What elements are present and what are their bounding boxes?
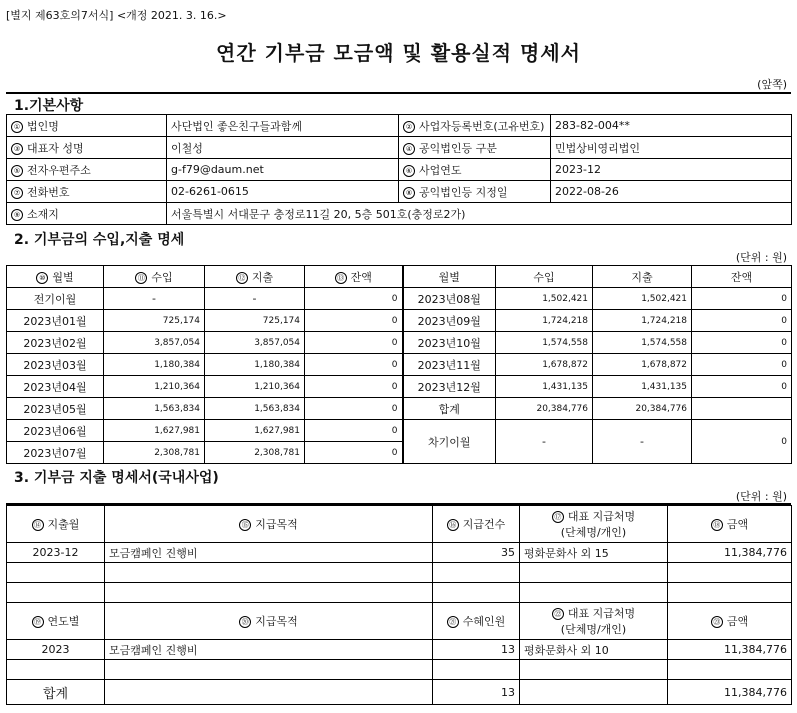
field-value: 이철성: [167, 137, 399, 159]
item-number-badge: ㉑: [447, 616, 459, 628]
month-cell: 2023년06월: [7, 420, 104, 442]
item-number-badge: ⑲: [32, 616, 44, 628]
field-label-label: 소재지: [27, 207, 59, 221]
column-header: [668, 603, 792, 640]
empty-cell: [105, 680, 433, 705]
item-number-badge: ⑨: [11, 209, 23, 221]
field-label: [399, 115, 551, 137]
empty-cell: [7, 563, 105, 583]
item-number-badge: ㉒: [552, 608, 564, 620]
column-header: [205, 266, 305, 288]
column-header-label: 수혜인원: [462, 615, 506, 628]
section3-title: 3. 기부금 지출 명세서(국내사업): [14, 470, 219, 486]
column-header: [7, 603, 105, 640]
empty-cell: [433, 563, 520, 583]
field-value: g-f79@daum.net: [167, 159, 399, 181]
item-number-badge: ④: [403, 143, 415, 155]
expenditure-blank-row: [7, 563, 792, 583]
income-expense-row: [7, 288, 792, 310]
total-amount: 11,384,776: [668, 680, 792, 705]
income-expense-row: [7, 420, 792, 442]
expenditure-row: [7, 640, 792, 660]
empty-cell: [7, 660, 105, 680]
field-label-label: 전자우편주소: [27, 163, 91, 177]
expense-cell: 1,431,135: [593, 376, 692, 398]
balance-cell: [692, 398, 792, 420]
count-cell: 13: [433, 640, 520, 660]
field-value: 사단법인 좋은친구들과함께: [167, 115, 399, 137]
expenditure-total-row: [7, 680, 792, 705]
column-header-label: 연도별: [47, 615, 80, 628]
item-number-badge: ⑪: [135, 272, 147, 284]
item-number-badge: ⑩: [36, 272, 48, 284]
item-number-badge: ⑯: [447, 519, 459, 531]
column-header: 수입: [496, 266, 593, 288]
field-label-label: 대표자 성명: [27, 141, 84, 155]
item-number-badge: ⑱: [711, 519, 723, 531]
basic-info-table: [6, 114, 792, 225]
column-header: [520, 603, 668, 640]
month-cell: 2023년01월: [7, 310, 104, 332]
empty-cell: [520, 680, 668, 705]
section2-title: 2. 기부금의 수입,지출 명세: [14, 232, 185, 248]
balance-cell: 0: [692, 354, 792, 376]
balance-cell: 0: [305, 310, 403, 332]
column-header: [305, 266, 403, 288]
income-cell: 1,502,421: [496, 288, 593, 310]
expense-cell: 1,180,384: [205, 354, 305, 376]
empty-cell: [433, 583, 520, 603]
income-cell: 1,678,872: [496, 354, 593, 376]
column-header-label: 지급목적: [255, 518, 298, 531]
item-number-badge: ⑫: [236, 272, 248, 284]
column-header-label: 지출월: [47, 518, 80, 531]
income-cell: 1,627,981: [104, 420, 205, 442]
income-cell: 1,431,135: [496, 376, 593, 398]
field-label: [399, 137, 551, 159]
empty-cell: [7, 583, 105, 603]
recipient-cell: 평화문화사 외 10: [520, 640, 668, 660]
field-label-label: 사업자등록번호(고유번호): [419, 119, 545, 133]
column-header-label: 월별: [52, 270, 74, 284]
empty-cell: [520, 583, 668, 603]
field-label: [7, 159, 167, 181]
column-header: [104, 266, 205, 288]
field-label-label: 공익법인등 구분: [419, 141, 497, 155]
item-number-badge: ⑦: [11, 187, 23, 199]
column-header-sublabel: (단체명/개인): [560, 526, 627, 539]
income-expense-rows: [7, 266, 792, 464]
section1-top-rule: [6, 92, 791, 94]
income-cell: 20,384,776: [496, 398, 593, 420]
expense-cell: -: [593, 420, 692, 464]
expense-cell: 1,724,218: [593, 310, 692, 332]
income-expense-row: [7, 354, 792, 376]
empty-cell: [433, 660, 520, 680]
total-label: 합계: [7, 680, 105, 705]
balance-cell: 0: [305, 420, 403, 442]
expense-cell: -: [205, 288, 305, 310]
month-cell: 2023년07월: [7, 442, 104, 464]
month-cell: 2023년04월: [7, 376, 104, 398]
expense-cell: 1,210,364: [205, 376, 305, 398]
empty-cell: [668, 563, 792, 583]
expense-cell: 1,574,558: [593, 332, 692, 354]
field-value: 민법상비영리법인: [551, 137, 792, 159]
basic-info-row: [7, 159, 792, 181]
field-label: [7, 137, 167, 159]
balance-cell: 0: [305, 288, 403, 310]
column-header: 월별: [403, 266, 496, 288]
field-value: 서울특별시 서대문구 충정로11길 20, 5층 501호(충정로2가): [167, 203, 792, 225]
income-expense-row: [7, 332, 792, 354]
item-number-badge: ①: [11, 121, 23, 133]
field-label-label: 공익법인등 지정일: [419, 185, 508, 199]
column-header-label: 수입: [151, 270, 173, 284]
month-cell: 2023년02월: [7, 332, 104, 354]
expenditure-blank-row: [7, 583, 792, 603]
expense-cell: 20,384,776: [593, 398, 692, 420]
count-cell: 35: [433, 543, 520, 563]
purpose-cell: 모금캠페인 진행비: [105, 543, 433, 563]
expense-cell: 2,308,781: [205, 442, 305, 464]
column-header-label: 금액: [726, 615, 749, 628]
column-header: [668, 506, 792, 543]
month-cell: 2023년10월: [403, 332, 496, 354]
empty-cell: [105, 583, 433, 603]
column-header-label: 지급목적: [255, 615, 298, 628]
balance-cell: 0: [692, 310, 792, 332]
column-header: [433, 506, 520, 543]
column-header: 지출: [593, 266, 692, 288]
field-label: [7, 203, 167, 225]
form-number: [별지 제63호의7서식] <개정 2021. 3. 16.>: [6, 9, 227, 22]
empty-cell: [668, 660, 792, 680]
basic-info-row: [7, 115, 792, 137]
expense-cell: 1,627,981: [205, 420, 305, 442]
amount-cell: 11,384,776: [668, 543, 792, 563]
column-header: [7, 266, 104, 288]
income-cell: 1,180,384: [104, 354, 205, 376]
basic-info-row: [7, 137, 792, 159]
expense-cell: 725,174: [205, 310, 305, 332]
field-label-label: 법인명: [27, 119, 59, 133]
expense-cell: 1,563,834: [205, 398, 305, 420]
balance-cell: 0: [305, 442, 403, 464]
income-cell: 1,574,558: [496, 332, 593, 354]
period-cell: 2023-12: [7, 543, 105, 563]
month-cell: 2023년05월: [7, 398, 104, 420]
document-title: 연간 기부금 모금액 및 활용실적 명세서: [216, 41, 581, 65]
empty-cell: [105, 563, 433, 583]
income-cell: 3,857,054: [104, 332, 205, 354]
field-label: [399, 181, 551, 203]
balance-cell: 0: [692, 332, 792, 354]
income-cell: 1,210,364: [104, 376, 205, 398]
item-number-badge: ⑬: [335, 272, 347, 284]
balance-cell: 0: [692, 420, 792, 464]
field-value: 02-6261-0615: [167, 181, 399, 203]
field-label: [7, 181, 167, 203]
month-cell: 2023년12월: [403, 376, 496, 398]
column-header-label: 지급건수: [462, 518, 506, 531]
basic-info-row: [7, 181, 792, 203]
month-cell: 2023년08월: [403, 288, 496, 310]
income-cell: -: [496, 420, 593, 464]
income-expense-row: [7, 376, 792, 398]
item-number-badge: ㉓: [711, 616, 723, 628]
period-cell: 2023: [7, 640, 105, 660]
income-cell: 2,308,781: [104, 442, 205, 464]
amount-cell: 11,384,776: [668, 640, 792, 660]
expense-cell: 1,502,421: [593, 288, 692, 310]
total-count: 13: [433, 680, 520, 705]
field-label: [7, 115, 167, 137]
column-header: 잔액: [692, 266, 792, 288]
item-number-badge: ②: [403, 121, 415, 133]
expenditure-table: [6, 505, 792, 705]
empty-cell: [105, 660, 433, 680]
balance-cell: 0: [305, 332, 403, 354]
empty-cell: [520, 660, 668, 680]
month-cell: 차기이월: [403, 420, 496, 464]
field-label: [399, 159, 551, 181]
item-number-badge: ⑧: [403, 187, 415, 199]
page-side-label: (앞쪽): [757, 78, 787, 91]
column-header-sublabel: (단체명/개인): [560, 623, 627, 636]
column-header: [105, 603, 433, 640]
column-header-label: 잔액: [350, 270, 372, 284]
item-number-badge: ⑰: [552, 511, 564, 523]
item-number-badge: ⑳: [239, 616, 251, 628]
income-cell: -: [104, 288, 205, 310]
month-cell: 전기이월: [7, 288, 104, 310]
field-value: 2022-08-26: [551, 181, 792, 203]
empty-cell: [520, 563, 668, 583]
column-header-label: 금액: [726, 518, 749, 531]
basic-info-row: [7, 203, 792, 225]
recipient-cell: 평화문화사 외 15: [520, 543, 668, 563]
basic-info-rows: [7, 115, 792, 225]
income-expense-row: [7, 398, 792, 420]
income-expense-row: [7, 310, 792, 332]
item-number-badge: ⑤: [11, 165, 23, 177]
item-number-badge: ⑥: [403, 165, 415, 177]
balance-cell: 0: [305, 354, 403, 376]
month-cell: 2023년03월: [7, 354, 104, 376]
column-header: [520, 506, 668, 543]
purpose-cell: 모금캠페인 진행비: [105, 640, 433, 660]
field-value: 2023-12: [551, 159, 792, 181]
column-header-label: 대표 지급처명: [567, 510, 636, 523]
expense-cell: 3,857,054: [205, 332, 305, 354]
column-header: [7, 506, 105, 543]
balance-cell: 0: [305, 398, 403, 420]
income-cell: 1,724,218: [496, 310, 593, 332]
section3-unit: (단위 : 원): [735, 490, 787, 503]
income-expense-table: [6, 265, 792, 464]
month-cell: 합계: [403, 398, 496, 420]
income-expense-header-row: [7, 266, 792, 288]
expenditure-blank-row: [7, 660, 792, 680]
column-header: [433, 603, 520, 640]
balance-cell: 0: [305, 376, 403, 398]
month-cell: 2023년11월: [403, 354, 496, 376]
field-label-label: 사업연도: [419, 163, 462, 177]
column-header-label: 대표 지급처명: [567, 607, 636, 620]
expenditure-row: [7, 543, 792, 563]
expenditure-rows: [7, 506, 792, 705]
income-cell: 725,174: [104, 310, 205, 332]
expenditure-header-row: [7, 603, 792, 640]
balance-cell: 0: [692, 376, 792, 398]
month-cell: 2023년09월: [403, 310, 496, 332]
item-number-badge: ⑮: [239, 519, 251, 531]
field-value: 283-82-004**: [551, 115, 792, 137]
expenditure-header-row: [7, 506, 792, 543]
balance-cell: 0: [692, 288, 792, 310]
section1-title: 1.기본사항: [14, 98, 84, 114]
expense-cell: 1,678,872: [593, 354, 692, 376]
column-header: [105, 506, 433, 543]
item-number-badge: ③: [11, 143, 23, 155]
empty-cell: [668, 583, 792, 603]
income-cell: 1,563,834: [104, 398, 205, 420]
item-number-badge: ⑭: [32, 519, 44, 531]
field-label-label: 전화번호: [27, 185, 70, 199]
section2-unit: (단위 : 원): [735, 251, 787, 264]
column-header-label: 지출: [251, 270, 274, 284]
